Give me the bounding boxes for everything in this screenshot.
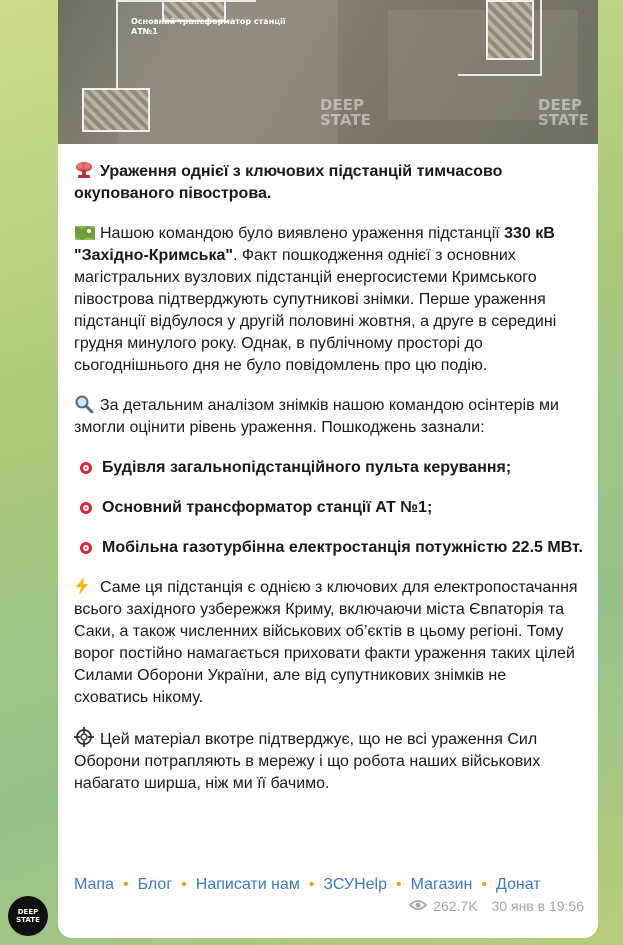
paragraph-3-text: Саме ця підстанція є однією з ключових для електропостачання всього західного узбережжя Криму, включаючи міста Євпаторія та Саки, а також численних військових об’єктів в цьому регіоні. Тому ворог постійно намагається приховати факти ураження таких цілей Силами Оборони України, але від супутникових знімків не сховатись нікому. — [74, 579, 578, 706]
target-bullet-icon — [80, 502, 92, 514]
link-shop[interactable]: Магазин — [410, 876, 473, 893]
detail-thumbnail — [82, 88, 150, 132]
link-blog[interactable]: Блог — [137, 876, 173, 893]
detail-thumbnail — [486, 0, 534, 60]
deepstate-watermark — [538, 98, 589, 128]
link-zsuhelp[interactable]: ЗСУHelp — [323, 876, 387, 893]
message-bubble — [58, 0, 598, 938]
damage-item-text: Будівля загальнопідстанційного пульта керування; — [102, 459, 512, 476]
link-separator: • — [396, 876, 402, 893]
channel-avatar[interactable] — [8, 896, 48, 936]
photo-caption-line: АТ№1 — [131, 27, 158, 36]
watermark-line: STATE — [538, 111, 589, 129]
substation-name: 330 кВ "Західно-Кримська" — [74, 225, 555, 264]
avatar-text: DEEP — [17, 908, 39, 916]
photo-caption — [131, 17, 286, 37]
damage-item-text: Основний трансформатор станції АТ №1; — [102, 499, 433, 516]
link-map[interactable]: Мапа — [74, 876, 114, 893]
lightning-icon — [74, 577, 96, 595]
damage-item — [74, 537, 584, 559]
link-contact[interactable]: Написати нам — [195, 876, 300, 893]
map-icon — [74, 225, 96, 243]
paragraph-4 — [74, 727, 584, 795]
crosshair-icon — [74, 727, 96, 745]
damage-item — [74, 497, 584, 519]
damage-item-text: Мобільна газотурбінна електростанція потужністю 22.5 МВт. — [102, 539, 583, 556]
message-text — [74, 161, 584, 813]
view-count: 262.7K — [433, 898, 478, 914]
satellite-image[interactable] — [58, 0, 598, 144]
paragraph-2-text: За детальним аналізом знімків нашою командою осінтерів ми змогли оцінити рівень ураження. Пошкоджень зазнали: — [74, 397, 559, 436]
headline — [74, 161, 584, 205]
magnifier-icon — [74, 395, 96, 413]
link-separator: • — [308, 876, 315, 893]
link-separator: • — [122, 876, 129, 893]
photo-caption-line: Основний трансформатор станції — [131, 17, 286, 26]
paragraph-2 — [74, 395, 584, 439]
footer-links — [74, 876, 541, 894]
link-separator: • — [181, 876, 187, 893]
link-separator: • — [481, 876, 487, 893]
paragraph-4-text: Цей матеріал вкотре підтверджує, що не всі ураження Сил Оборони потрапляють в мережу і що робота наших військових набагато ширша, ніж ми її бачимо. — [74, 731, 541, 792]
eye-icon — [409, 898, 427, 914]
watermark-line: STATE — [320, 111, 371, 129]
paragraph-1 — [74, 223, 584, 377]
damage-item — [74, 457, 584, 479]
link-donate[interactable]: Донат — [495, 876, 541, 893]
timestamp: 30 янв в 19:56 — [491, 898, 584, 914]
deepstate-watermark — [320, 98, 371, 128]
message-meta — [409, 898, 584, 914]
paragraph-1-text: Нашою командою було виявлено ураження підстанції — [100, 225, 505, 242]
target-bullet-icon — [80, 462, 92, 474]
target-bullet-icon — [80, 542, 92, 554]
avatar-text: STATE — [16, 916, 40, 924]
headline-text: Ураження однієї з ключових підстанцій тимчасово окупованого півострова. — [74, 163, 503, 202]
watermark-line: DEEP — [320, 96, 364, 114]
paragraph-1-text: . Факт пошкодження однієї з основних магістральних вузлових підстанцій енергосистеми Кримського півострова підтверджують супутникові знімки. Перше ураження підстанції відбулося у другій половині жовтня, а друге в середині грудня минулого року. Однак, в публічному просторі до сьогоднішнього дня не було повідомлень про цю подію. — [74, 247, 557, 374]
paragraph-3 — [74, 577, 584, 709]
explosion-icon — [74, 161, 96, 179]
watermark-line: DEEP — [538, 96, 582, 114]
